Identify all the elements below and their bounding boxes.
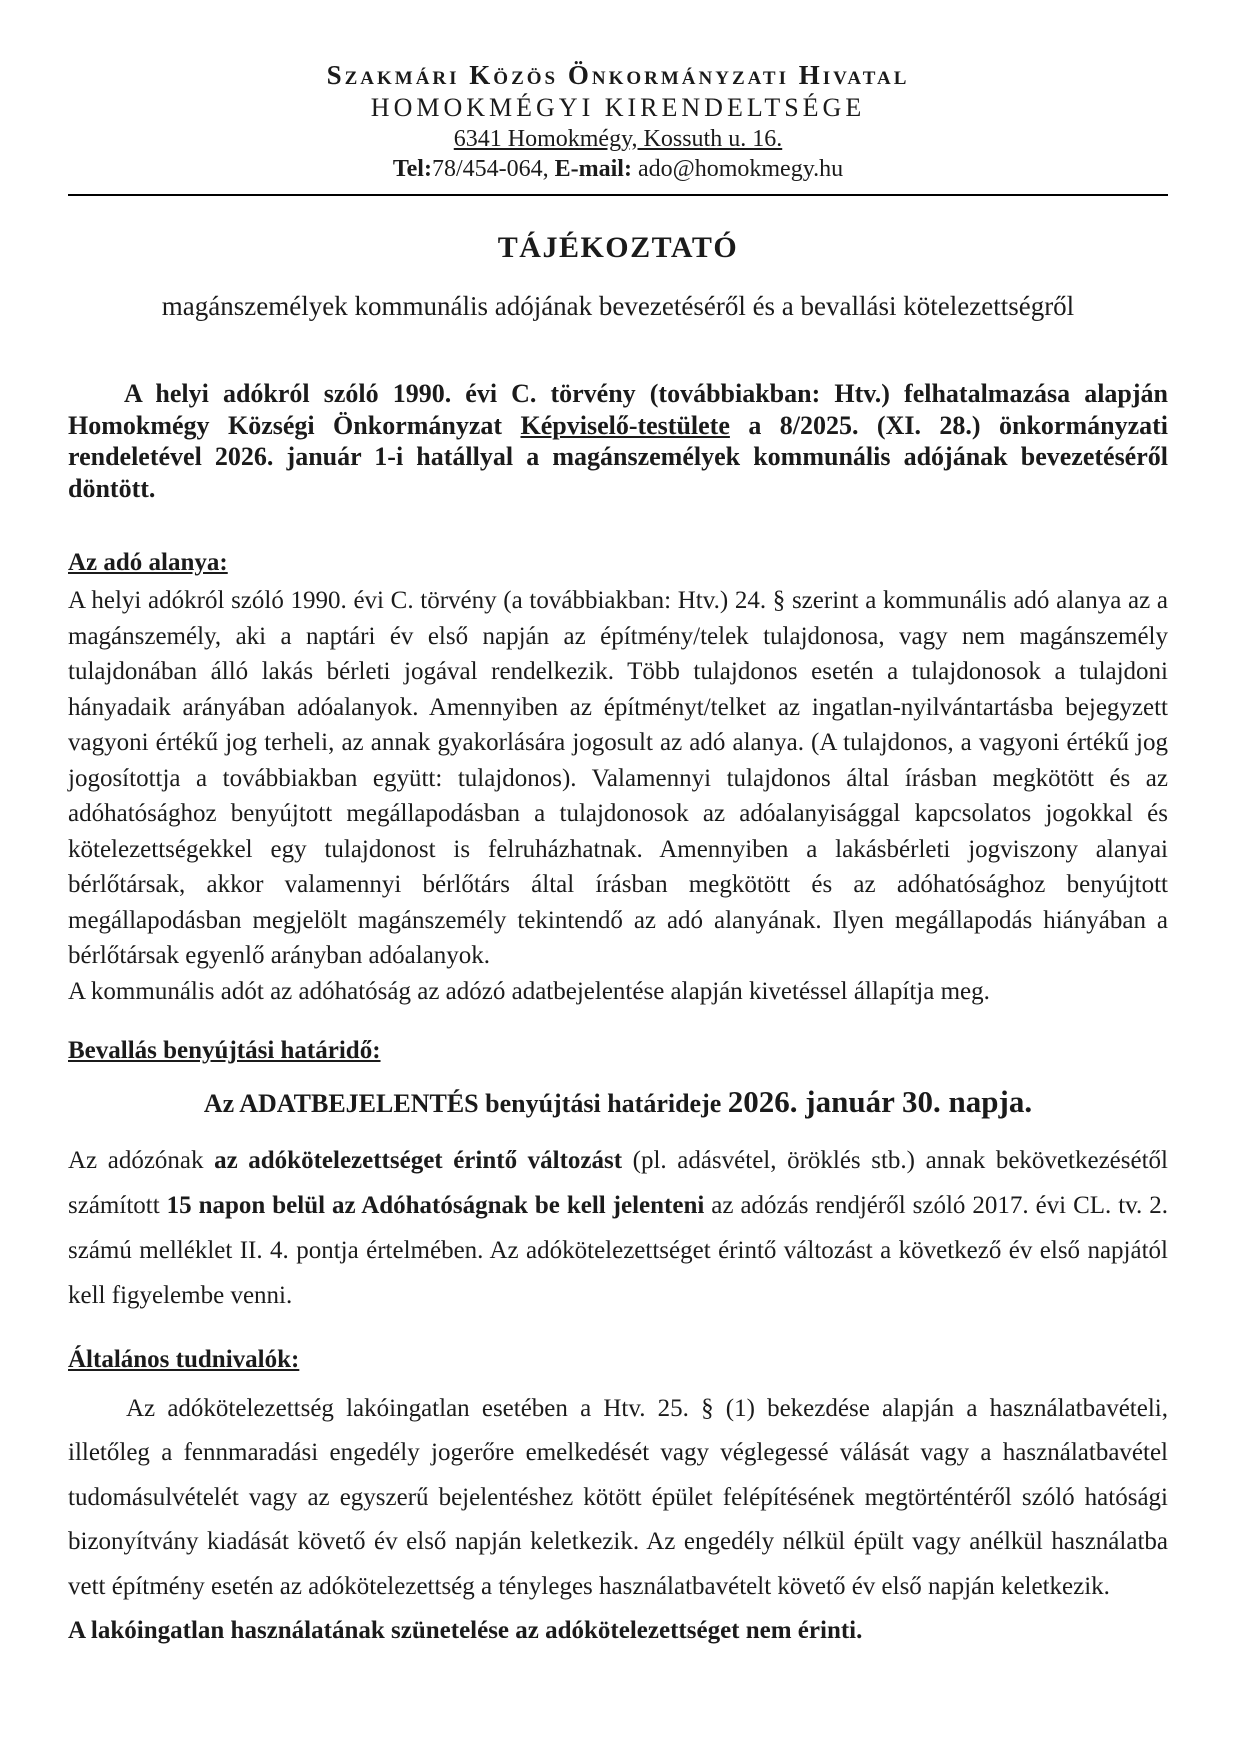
- section-deadline: [68, 1035, 1168, 1318]
- intro-paragraph: [68, 378, 1168, 505]
- intro-run: A helyi adókról szóló 1990. évi C. törvény (továbbiakban: Htv.) felhatalmazása alapján Homokmégy Községi Önkormányzat: [68, 378, 1168, 440]
- intro-run-underlined: Képviselő-testülete: [520, 410, 730, 440]
- email-address: ado@homokmegy.hu: [631, 155, 844, 182]
- general-info-heading: Általános tudnivalók:: [68, 1346, 300, 1374]
- header-divider: [68, 194, 1168, 196]
- document-title: TÁJÉKOZTATÓ: [497, 230, 739, 264]
- letterhead: [68, 60, 1168, 184]
- tax-subject-heading: Az adó alanya:: [68, 548, 228, 576]
- branch-name: HOMOKMÉGYI KIRENDELTSÉGE: [370, 92, 866, 122]
- intro-run: a 8/2025. (XI. 28.) önkormányzati rendeletével 2026. január 1-i hatállyal a magánszemélyek kommunális adójának bevezetéséről döntött.: [68, 410, 1169, 504]
- tax-subject-body: A helyi adókról szóló 1990. évi C. törvény (a továbbiakban: Htv.) 24. § szerint a kommunális adó alanya az a magánszemély, aki a naptári év első napján az építmény/telek tulajdonosa, vagy nem magánszemély tulajdonában álló lakás bérleti jogával rendelkezik. Több tulajdonos esetén a tulajdonosok a tulajdoni hányadaik arányában adóalanyok. Amennyiben az építményt/telket az ingatlan-nyilvántartásba bejegyzett vagyoni értékű jog terheli, az annak gyakorlására jogosult az adó alanya. (A tulajdonos, a vagyoni értékű jog jogosítottja a továbbiakban együtt: tulajdonos). Valamennyi tulajdonos által írásban megkötött és az adóhatósághoz benyújtott megállapodásban a tulajdonosok az adóalanyisággal kapcsolatos jogokkal és kötelezettségekkel egy tulajdonost is felruházhatnak. Amennyiben a lakásbérleti jogviszony alanyai bérlőtársak, akkor valamennyi bérlőtárs által írásban megkötött és az adóhatósághoz benyújtott megállapodásban megjelölt magánszemély tekintendő az adó alanyának. Ilyen megállapodás hiányában a bérlőtársak egyenlő arányban adóalanyok.: [68, 587, 1168, 970]
- email-label: E-mail:: [554, 155, 632, 182]
- deadline-prefix: Az ADATBEJELENTÉS benyújtási határideje: [203, 1088, 728, 1118]
- assessment-note: A kommunális adót az adóhatóság az adózó adatbejelentése alapján kivetéssel állapítja meg.: [68, 977, 990, 1005]
- change-report-paragraph: [68, 1138, 1168, 1318]
- tel-label: Tel:: [392, 155, 432, 182]
- office-name: Szakmári Közös Önkormányzati Hivatal: [326, 60, 910, 90]
- suspension-emphasis: A lakóingatlan használatának szünetelése az adókötelezettséget nem érinti.: [68, 1617, 863, 1645]
- change-report-run: az adózás rendjéről szóló 2017. évi CL. tv. 2. számú melléklet II. 4. pontja értelmében. Az adókötelezettséget érintő változást a következő év első napjától kell figyelembe venni.: [68, 1192, 1169, 1310]
- change-report-run-bold: az adókötelezettséget érintő változást: [214, 1147, 633, 1175]
- tel-number: 78/454-064,: [431, 155, 555, 182]
- document-subtitle: magánszemélyek kommunális adójának bevezetéséről és a bevallási kötelezettségről: [161, 290, 1075, 321]
- office-address: 6341 Homokmégy, Kossuth u. 16.: [453, 125, 783, 152]
- contact-line: [68, 154, 1168, 184]
- deadline-heading: Bevallás benyújtási határidő:: [68, 1037, 381, 1065]
- change-report-run-bold: 15 napon belül az Adóhatóságnak be kell jelenteni: [166, 1192, 712, 1220]
- deadline-statement: [68, 1082, 1168, 1122]
- deadline-date: 2026. január 30. napja.: [727, 1083, 1033, 1119]
- section-tax-subject: [68, 547, 1168, 1010]
- change-report-run: Az adózónak: [68, 1147, 215, 1175]
- section-general-info: [68, 1344, 1168, 1654]
- change-report-run: (pl. adásvétel, öröklés stb.) annak bekövetkezésétől számított: [68, 1147, 1168, 1220]
- general-info-body: Az adókötelezettség lakóingatlan esetében a Htv. 25. § (1) bekezdése alapján a használatbavételi, illetőleg a fennmaradási engedély jogerőre emelkedését vagy véglegessé válását vagy a használatbavétel tudomásulvételét vagy az egyszerű bejelentéshez kötött épület felépítésének megtörténtéről szóló hatósági bizonyítvány kiadását követő év első napján keletkezik. Az engedély nélkül épült vagy anélkül használatba vett építmény esetén az adókötelezettség a tényleges használatbavételt követő év első napján keletkezik.: [68, 1394, 1168, 1600]
